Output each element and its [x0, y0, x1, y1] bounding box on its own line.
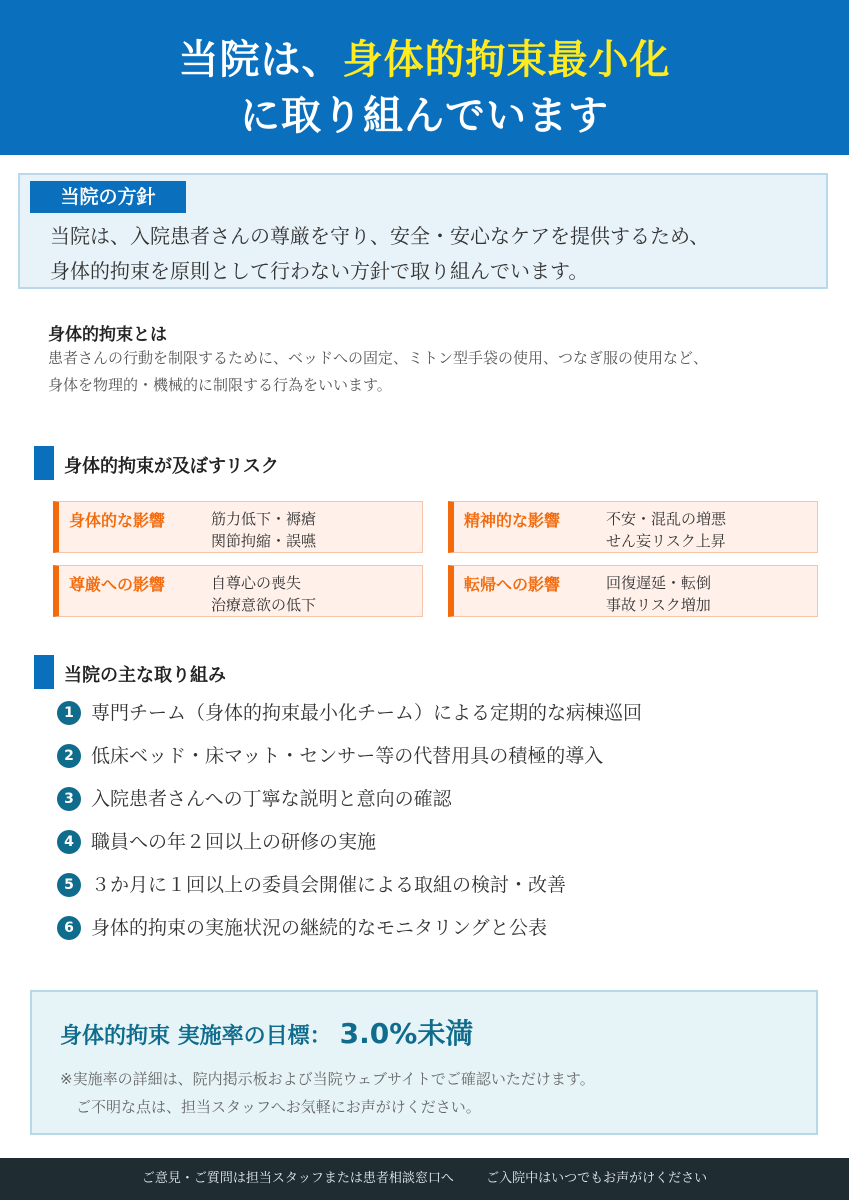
page-header — [0, 0, 849, 155]
initiative-text: 入院患者さんへの丁寧な説明と意向の確認 — [91, 788, 452, 810]
risks-heading-text: 身体的拘束が及ぼすリスク — [64, 456, 279, 477]
risk-title: 身体的な影響 — [69, 511, 166, 530]
header-title-line2: に取り組んでいます — [240, 93, 609, 139]
initiatives-heading-text: 当院の主な取り組み — [64, 665, 226, 686]
header-title-line1 — [0, 28, 849, 85]
policy-text — [50, 219, 810, 289]
heading-bar — [34, 655, 54, 689]
risk-detail: 関節拘縮・誤嚥 — [211, 532, 317, 550]
risk-title: 精神的な影響 — [464, 511, 561, 530]
risk-card-dignity — [53, 565, 423, 617]
initiative-text: ３か月に１回以上の委員会開催による取組の検討・改善 — [91, 874, 567, 896]
risk-detail: 事故リスク増加 — [606, 596, 711, 614]
initiative-text: 身体的拘束の実施状況の継続的なモニタリングと公表 — [91, 917, 548, 939]
risk-detail: 筋力低下・褥瘡 — [211, 510, 317, 528]
number-badge: 1 — [57, 701, 81, 725]
risk-title: 転帰への影響 — [464, 575, 561, 594]
risk-card-mental — [448, 501, 818, 553]
initiative-text: 低床ベッド・床マット・センサー等の代替用具の積極的導入 — [91, 745, 604, 767]
initiative-text: 職員への年２回以上の研修の実施 — [91, 831, 377, 853]
goal-title — [60, 1012, 473, 1052]
footer-left-text: ご意見・ご質問は担当スタッフまたは患者相談窓口へ — [141, 1171, 454, 1186]
risk-card-physical — [53, 501, 423, 553]
number-badge: 5 — [57, 873, 81, 897]
policy-label: 当院の方針 — [30, 181, 186, 213]
header-title-highlight: 身体的拘束最小化 — [342, 37, 671, 83]
definition-line-2: 身体を物理的・機械的に制限する行為をいいます。 — [48, 376, 392, 394]
number-badge: 6 — [57, 916, 81, 940]
heading-bar — [34, 446, 54, 480]
risk-title: 尊厳への影響 — [69, 575, 166, 594]
goal-value: 3.0%未満 — [339, 1017, 474, 1050]
goal-box — [30, 990, 818, 1135]
policy-line-1: 当院は、入院患者さんの尊厳を守り、安全・安心なケアを提供するため、 — [50, 224, 710, 248]
policy-box — [18, 173, 828, 289]
goal-note-2: ご不明な点は、担当スタッフへお気軽にお声がけください。 — [76, 1098, 481, 1116]
number-badge: 2 — [57, 744, 81, 768]
risk-detail: せん妄リスク上昇 — [606, 532, 726, 550]
goal-note-1: ※実施率の詳細は、院内掲示板および当院ウェブサイトでご確認いただけます。 — [60, 1070, 595, 1088]
risk-detail: 不安・混乱の増悪 — [606, 510, 727, 528]
page-footer — [0, 1158, 849, 1200]
number-badge: 4 — [57, 830, 81, 854]
header-title-prefix: 当院は、 — [178, 37, 343, 83]
definition-line-1: 患者さんの行動を制限するために、ベッドへの固定、ミトン型手袋の使用、つなぎ服の使用など、 — [48, 349, 709, 367]
risk-detail: 自尊心の喪失 — [211, 574, 302, 592]
definition-title: 身体的拘束とは — [48, 325, 167, 345]
goal-label: 身体的拘束 実施率の目標： — [60, 1024, 332, 1049]
risk-card-outcome — [448, 565, 818, 617]
risk-detail: 回復遅延・転倒 — [606, 574, 712, 592]
number-badge: 3 — [57, 787, 81, 811]
risk-detail: 治療意欲の低下 — [211, 596, 317, 614]
footer-right-text: ご入院中はいつでもお声がけください — [486, 1171, 708, 1186]
definition-text — [48, 345, 818, 399]
initiative-text: 専門チーム（身体的拘束最小化チーム）による定期的な病棟巡回 — [91, 702, 643, 724]
policy-line-2: 身体的拘束を原則として行わない方針で取り組んでいます。 — [50, 259, 589, 283]
